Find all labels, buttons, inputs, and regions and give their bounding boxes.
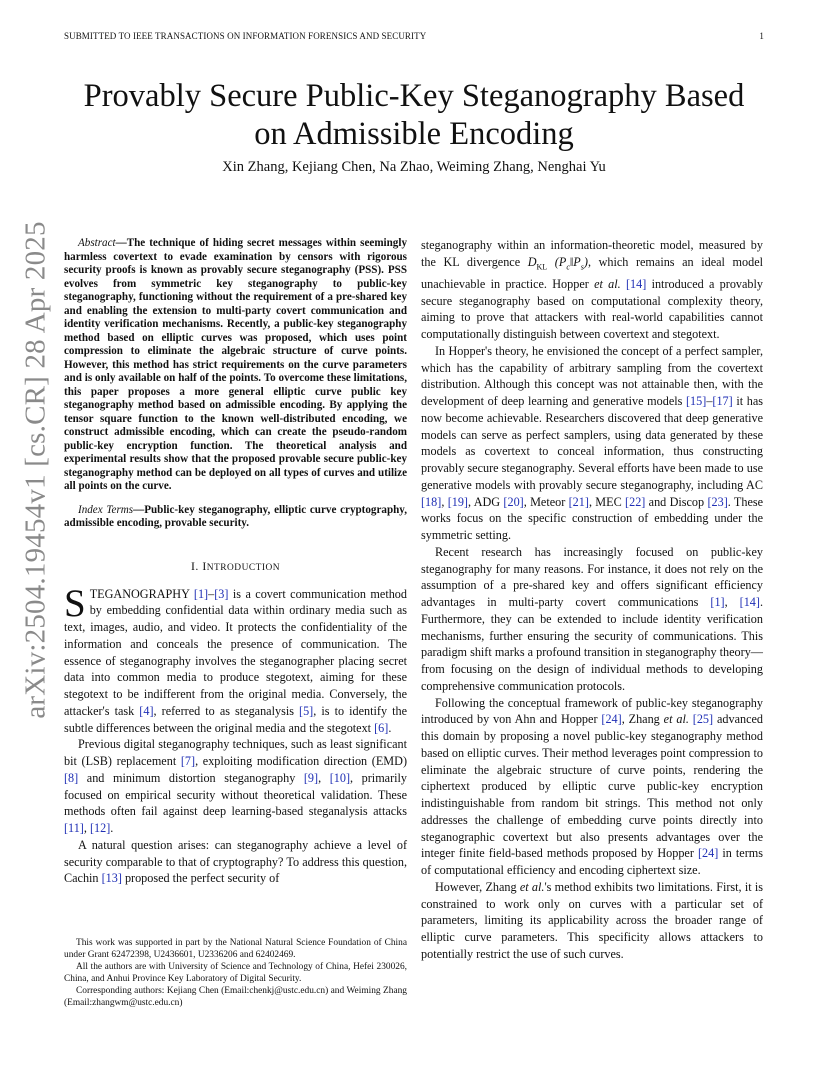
running-header: [64, 31, 764, 41]
citation[interactable]: [22]: [625, 494, 646, 509]
abstract-label: Abstract: [78, 237, 116, 249]
page-number: 1: [759, 31, 764, 41]
citation[interactable]: [5]: [299, 703, 314, 718]
intro-paragraph-5: In Hopper's theory, he envisioned the concept of a perfect sampler, which has the capability of arbitrary sampling from the covertext distribution. Although this concept was not attainable then, with the development of deep learning and generative models [15]–[17] it has now become achievable. Researchers discovered that deep generative models can serve as perfect samplers, using data generated by these models as covertext to conceal information, thus constructing provably secure steganography. Several efforts have been made to use generative models with provably secure steganography, including AC [18], [19], ADG [20], Meteor [21], MEC [22] and Discop [23]. These works focus on the specific construction of embedding under the symmetric setting.: [421, 343, 764, 543]
author-list: Xin Zhang, Kejiang Chen, Na Zhao, Weiming Zhang, Nenghai Yu: [222, 159, 606, 175]
citation[interactable]: [24]: [697, 846, 719, 861]
journal-name: SUBMITTED TO IEEE TRANSACTIONS ON INFORMATION FORENSICS AND SECURITY: [64, 31, 427, 41]
index-terms: [64, 504, 407, 531]
citation[interactable]: [1]: [193, 586, 209, 601]
footnotes: [64, 937, 407, 1009]
intro-paragraph-4: steganography within an information-theoretic model, measured by the KL divergence $D_{KL}$ $(P_c‖P_s)$, which remains an ideal model unachievable in practice. Hopper et al. [14] introduced a provably secure steganography based on computational complexity theory, aiming to prove that attackers with real-world capabilities cannot computationally distinguish between covertext and stegotext.: [421, 238, 764, 342]
citation[interactable]: [1]: [710, 595, 725, 610]
citation[interactable]: [19]: [447, 494, 468, 509]
citation[interactable]: [10]: [329, 770, 351, 785]
intro-paragraph-3: A natural question arises: can steganography achieve a level of security comparable to that of cryptography? To address this question, Cachin [13] proposed the perfect security of: [64, 837, 407, 886]
intro-paragraph-1: STEGANOGRAPHY [1]–[3] is a covert communication method by embedding confidential data within ordinary media such as text, images, audio, and video. It protects the confidentiality of the information and conceals the presence of communication. The essence of steganography involves the steganographer placing secret data into common media to produce stegotext, aiming for these stegotext to be indifferent from the original media. Conversely, the attacker's task [4], referred to as steganalysis [5], is to identify the subtle differences between the original media and the stegotext [6].: [64, 581, 408, 735]
intro-paragraph-8: However, Zhang et al.'s method exhibits two limitations. First, it is constrained to work only on curves with a particular set of parameters, limiting its applicability across the broader range of elliptic curve parameters. This specificity allows attackers to potentially restrict the use of such curves.: [421, 879, 763, 961]
citation[interactable]: [20]: [503, 494, 524, 509]
citation[interactable]: [6]: [374, 720, 389, 735]
kl-divergence-formula: $D_{KL}$ $(P_c‖P_s)$: [527, 254, 588, 272]
arxiv-stamp[interactable]: arXiv:2504.19454v1 [cs.CR] 28 Apr 2025: [19, 221, 52, 719]
citation[interactable]: [12]: [89, 821, 111, 835]
right-column: [421, 237, 763, 963]
citation[interactable]: [9]: [303, 770, 319, 785]
abstract: [64, 237, 407, 494]
index-terms-text: —Public-key steganography, elliptic curve cryptography, admissible encoding, provable security.: [64, 503, 407, 529]
intro-paragraph-7: Following the conceptual framework of public-key steganography introduced by von Ahn and Hopper [24], Zhang et al. [25] advanced this domain by proposing a novel public-key steganography method based on elliptic curves. Their method leverages point compression to eliminate the algebraic structure of curve points, rendering the ciphertext produced by elliptic curve public-key encryption indistinguishable from random bit strings. This method not only addresses the challenge of embedding curve points directly into steganographic covertext but also presents advantages over the integer finite field-based methods proposed by Hopper [24] in terms of computational efficiency and encoding ciphertext size.: [421, 695, 763, 878]
citation[interactable]: [11]: [64, 821, 84, 835]
citation[interactable]: [23]: [707, 494, 728, 509]
index-terms-label: Index Terms: [78, 503, 134, 516]
intro-paragraph-6: Recent research has increasingly focused on public-key steganography for many reasons. For instance, it does not rely on the assumption of a pre-shared key and offers significant efficiency advantages in multi-party covert communications [1], [14]. Furthermore, they can be extended to include identity verification mechanisms, further ensuring the security of communications. This paradigm shift marks a profound transition in steganography theory—from focusing on the design of individual methods to developing comprehensive communication protocols.: [421, 544, 763, 693]
intro-paragraph-2: Previous digital steganography techniques, such as least significant bit (LSB) replacement [7], exploiting modification direction (EMD) [8] and minimum distortion steganography [9], [10], primarily focused on empirical security without theoretical validation. These methods often fail against deep learning-based steganalysis attacks [11], [12].: [64, 737, 408, 835]
left-column: [64, 237, 407, 887]
footnote-affiliation: All the authors are with University of Science and Technology of China, Hefei 230026, China, and Anhui Province Key Laboratory of Digital Security.: [64, 962, 407, 984]
citation[interactable]: [15]: [686, 394, 707, 409]
citation[interactable]: [18]: [421, 494, 442, 509]
citation[interactable]: [8]: [64, 770, 79, 785]
citation[interactable]: [17]: [712, 394, 733, 409]
footnote-funding: This work was supported in part by the National Natural Science Foundation of China under Grant 62472398, U2436601, U2336206 and 62402469.: [64, 938, 407, 960]
citation[interactable]: [3]: [214, 586, 229, 601]
citation[interactable]: [25]: [692, 712, 714, 727]
citation[interactable]: [13]: [101, 871, 122, 886]
citation[interactable]: [7]: [180, 754, 196, 768]
drop-cap: S: [64, 581, 86, 625]
footnote-corresponding: Corresponding authors: Kejiang Chen (Email:chenkj@ustc.edu.cn) and Weiming Zhang (Email:zhangwm@ustc.edu.cn): [64, 986, 407, 1008]
section-heading: I. INTRODUCTION: [191, 558, 280, 573]
citation[interactable]: [4]: [139, 703, 154, 718]
citation[interactable]: [14]: [739, 595, 760, 610]
citation[interactable]: [21]: [568, 494, 589, 509]
citation[interactable]: [14]: [625, 276, 647, 291]
citation[interactable]: [24]: [601, 712, 622, 727]
paper-title: Provably Secure Public-Key Steganography Based on Admissible Encoding: [83, 78, 745, 152]
abstract-text: —The technique of hiding secret messages within seemingly harmless covertext to evade examination by censors with rigorous security proofs is known as provably secure steganography (PSS). PSS evolves from symmetric key steganography to public-key steganography, functioning without the requirement of a pre-shared key and enabling the extension to multi-party covert communication and identity verification mechanisms. Recently, a public-key steganography method based on elliptic curves was proposed, which uses point compression to eliminate the algebraic structure of curve points. However, this method has strict requirements on the curve parameters and is only available on half of the points. To overcome these limitations, this paper proposes a more general elliptic curve public key steganography method based on admissible encoding. By applying the tensor square function to the known well-distributed encoding, we construct admissible encoding, which can create the pseudo-random public-key encryption function. The theoretical analysis and experimental results show that the proposed provable secure public-key steganography method can be deployed on all types of curves and utilize all points on the curve.: [64, 237, 407, 492]
